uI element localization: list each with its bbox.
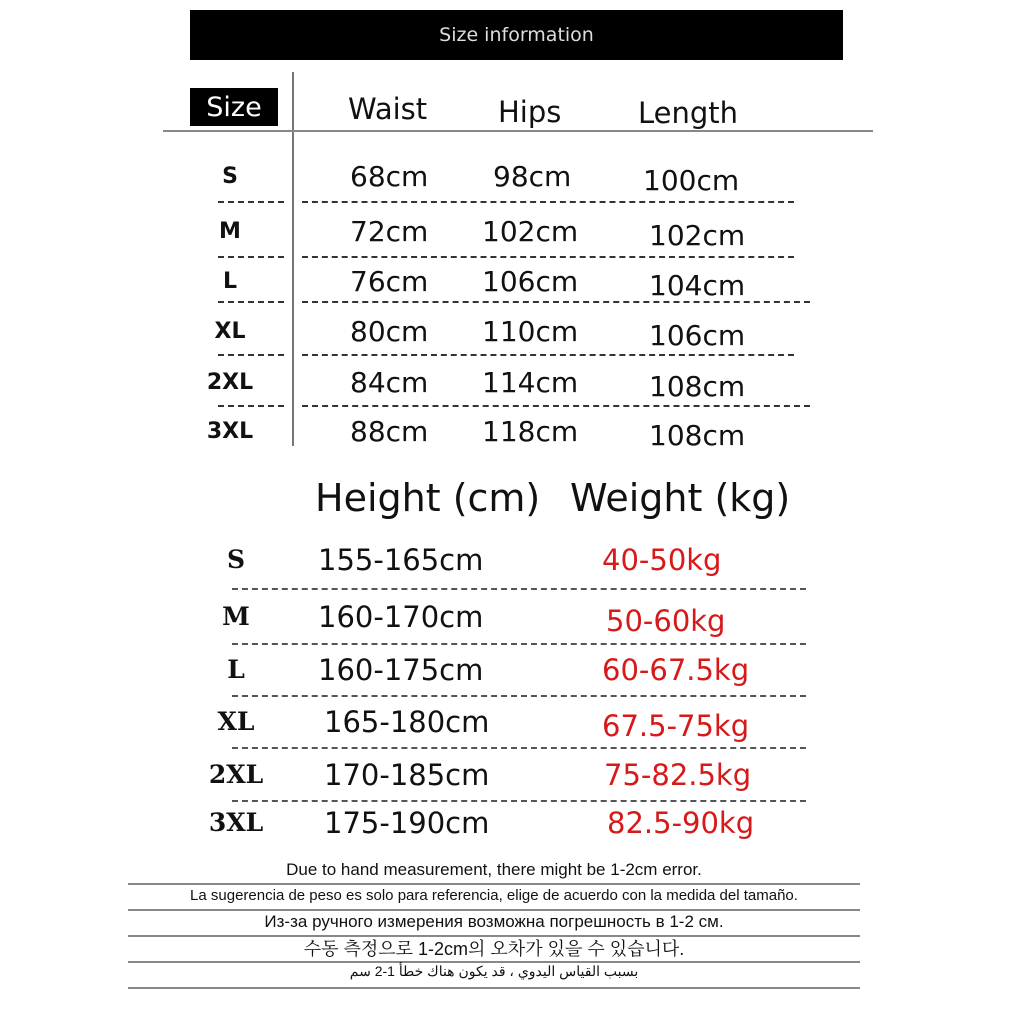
row-separator	[302, 301, 810, 303]
height-cell: 160-175cm	[318, 653, 484, 687]
waist-cell: 68cm	[350, 160, 429, 193]
waist-cell: 88cm	[350, 415, 429, 448]
note-divider	[128, 883, 860, 885]
weight-cell: 75-82.5kg	[604, 758, 752, 792]
row-size-label: XL	[214, 319, 246, 344]
row-size-label: 2XL	[206, 370, 254, 395]
weight-cell: 60-67.5kg	[602, 653, 750, 687]
hips-cell: 118cm	[482, 415, 579, 448]
note-divider	[128, 909, 860, 911]
waist-column-header: Waist	[348, 92, 428, 126]
disclaimer-note: Из-за ручного измерения возможна погрешность в 1-2 см.	[264, 912, 724, 931]
disclaimer-note: 수동 측정으로 1-2cm의 오차가 있을 수 있습니다.	[303, 939, 685, 959]
weight-cell: 67.5-75kg	[602, 709, 750, 743]
row-separator	[218, 201, 284, 203]
height-cell: 155-165cm	[318, 543, 484, 577]
row-size-label: M	[219, 219, 241, 244]
length-cell: 102cm	[649, 219, 746, 252]
row-size-label: S	[222, 164, 238, 189]
table-divider-horizontal	[163, 130, 873, 132]
height-cell: 160-170cm	[318, 600, 484, 634]
weight-cell: 50-60kg	[606, 604, 726, 638]
row-size-label: L	[222, 269, 238, 294]
note-divider	[128, 987, 860, 989]
height-cell: 175-190cm	[324, 806, 490, 840]
disclaimer-note: Due to hand measurement, there might be 1-2cm error.	[286, 860, 702, 879]
hips-cell: 110cm	[482, 315, 579, 348]
height-column-header: Height (cm)	[315, 476, 541, 520]
row-size-label: M	[222, 602, 250, 631]
row-separator	[302, 256, 794, 258]
hips-cell: 114cm	[482, 366, 579, 399]
row-size-label: 3XL	[206, 419, 254, 444]
hips-cell: 106cm	[482, 265, 579, 298]
waist-cell: 72cm	[350, 215, 429, 248]
row-size-label: L	[227, 655, 245, 684]
length-cell: 108cm	[649, 370, 746, 403]
height-cell: 165-180cm	[324, 705, 490, 739]
row-separator	[218, 256, 284, 258]
waist-cell: 84cm	[350, 366, 429, 399]
waist-cell: 76cm	[350, 265, 429, 298]
hips-cell: 98cm	[493, 160, 572, 193]
size-column-header: Size	[190, 88, 278, 126]
length-cell: 100cm	[643, 164, 740, 197]
weight-cell: 82.5-90kg	[607, 806, 755, 840]
size-information-banner: Size information	[190, 10, 843, 60]
row-separator	[232, 588, 806, 590]
row-separator	[302, 201, 794, 203]
length-column-header: Length	[638, 96, 739, 130]
row-separator	[232, 747, 806, 749]
row-separator	[218, 405, 284, 407]
row-size-label: 2XL	[208, 760, 264, 789]
length-cell: 108cm	[649, 419, 746, 452]
disclaimer-note: بسبب القياس اليدوي ، قد يكون هناك خطأ 1-2 سم	[349, 963, 639, 979]
row-separator	[218, 354, 284, 356]
row-size-label: S	[226, 545, 246, 574]
row-separator	[302, 354, 794, 356]
hips-cell: 102cm	[482, 215, 579, 248]
waist-cell: 80cm	[350, 315, 429, 348]
table-divider-vertical	[292, 72, 294, 446]
height-cell: 170-185cm	[324, 758, 490, 792]
length-cell: 106cm	[649, 319, 746, 352]
length-cell: 104cm	[649, 269, 746, 302]
disclaimer-note: La sugerencia de peso es solo para referencia, elige de acuerdo con la medida del tamaño.	[190, 887, 798, 904]
row-separator	[232, 643, 806, 645]
row-separator	[232, 695, 806, 697]
row-separator	[218, 301, 284, 303]
hips-column-header: Hips	[498, 95, 562, 129]
weight-column-header: Weight (kg)	[570, 476, 791, 520]
row-separator	[232, 800, 806, 802]
row-size-label: XL	[217, 707, 255, 736]
row-separator	[302, 405, 810, 407]
row-size-label: 3XL	[208, 808, 264, 837]
weight-cell: 40-50kg	[602, 543, 722, 577]
